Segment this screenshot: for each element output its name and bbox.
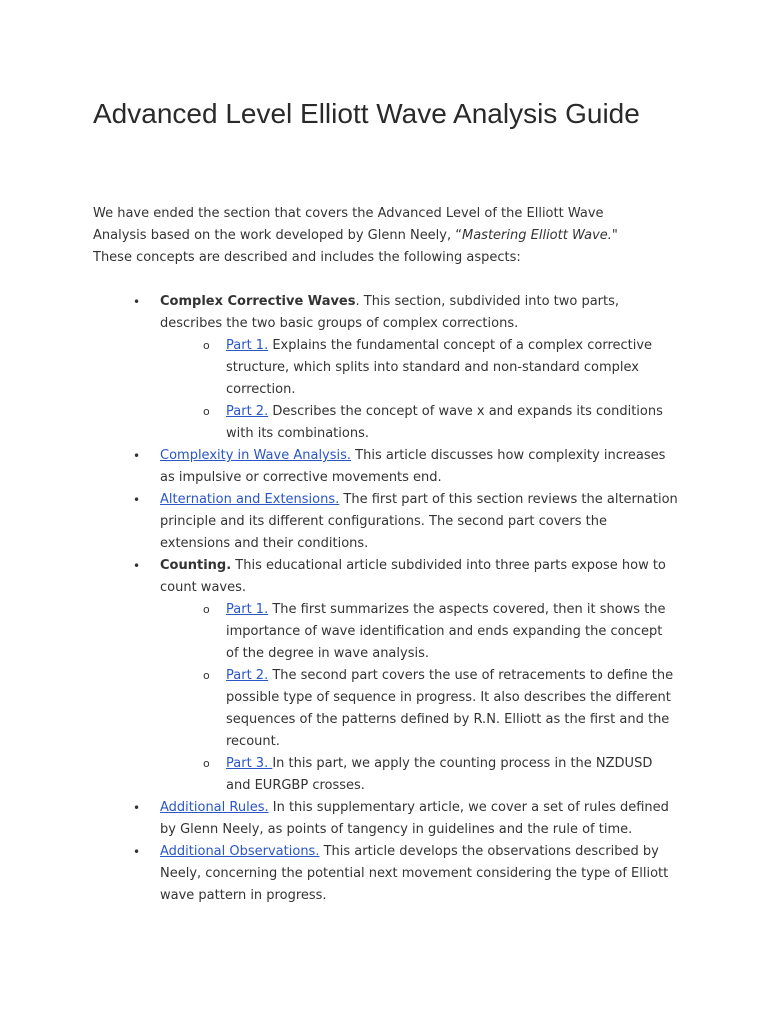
subtopic-list-item xyxy=(160,599,674,665)
bullet-icon: • xyxy=(133,493,141,507)
circle-bullet-icon: o xyxy=(203,757,210,770)
bullet-icon: • xyxy=(133,295,141,309)
subtopic-description: In this part, we apply the counting process in the NZDUSD and EURGBP crosses. xyxy=(226,756,653,793)
topic-link[interactable]: Complexity in Wave Analysis. xyxy=(160,448,352,463)
topic-link[interactable]: Additional Rules. xyxy=(160,800,269,815)
topic-list-item xyxy=(93,445,680,489)
part-link[interactable]: Part 1. xyxy=(226,338,269,353)
topic-list-item xyxy=(93,555,680,797)
subtopic-description: Explains the fundamental concept of a complex corrective structure, which splits into standard and non-standard complex correction. xyxy=(226,338,653,397)
circle-bullet-icon: o xyxy=(203,339,210,352)
intro-text: We have ended the section that covers the Advanced Level of the Elliott Wave Analysis based on the work developed by Glenn Neely, “ xyxy=(93,206,604,243)
topic-description: This educational article subdivided into three parts expose how to count waves. xyxy=(160,558,666,595)
bullet-icon: • xyxy=(133,449,141,463)
part-link[interactable]: Part 2. xyxy=(226,404,269,419)
book-title: Mastering Elliott Wave. xyxy=(462,228,612,243)
subtopic-list xyxy=(160,599,680,797)
page-title: Advanced Level Elliott Wave Analysis Guide xyxy=(93,98,640,129)
intro-text-end: " These concepts are described and includes the following aspects: xyxy=(93,228,618,265)
topic-list-item xyxy=(93,489,680,555)
topic-heading: Complex Corrective Waves xyxy=(160,294,356,309)
subtopic-description: Describes the concept of wave x and expands its conditions with its combinations. xyxy=(226,404,663,441)
topic-list-item xyxy=(93,797,680,841)
circle-bullet-icon: o xyxy=(203,405,210,418)
topic-description: The first part of this section reviews the alternation principle and its different configurations. The second part covers the extensions and their conditions. xyxy=(160,492,678,551)
subtopic-description: The first summarizes the aspects covered, then it shows the importance of wave identification and ends expanding the concept of the degree in wave analysis. xyxy=(226,602,666,661)
subtopic-list-item xyxy=(160,401,674,445)
subtopic-list xyxy=(160,335,680,445)
topic-description: In this supplementary article, we cover a set of rules defined by Glenn Neely, as points of tangency in guidelines and the rule of time. xyxy=(160,800,669,837)
topic-list-item xyxy=(93,841,680,907)
topic-description: This article develops the observations described by Neely, concerning the potential next movement considering the type of Elliott wave pattern in progress. xyxy=(160,844,669,903)
intro-paragraph xyxy=(93,203,653,269)
topic-list-item xyxy=(93,291,680,445)
topic-list xyxy=(93,291,693,907)
bullet-icon: • xyxy=(133,801,141,815)
subtopic-list-item xyxy=(160,665,674,753)
topic-description: This article discusses how complexity increases as impulsive or corrective movements end. xyxy=(160,448,666,485)
part-link[interactable]: Part 1. xyxy=(226,602,269,617)
bullet-icon: • xyxy=(133,845,141,859)
bullet-icon: • xyxy=(133,559,141,573)
circle-bullet-icon: o xyxy=(203,669,210,682)
subtopic-description: The second part covers the use of retracements to define the possible type of sequence in progress. It also describes the different sequences of the patterns defined by R.N. Elliott as the first and the recount. xyxy=(226,668,674,749)
topic-link[interactable]: Alternation and Extensions. xyxy=(160,492,340,507)
subtopic-list-item xyxy=(160,335,674,401)
topic-heading: Counting. xyxy=(160,558,232,573)
subtopic-list-item xyxy=(160,753,674,797)
circle-bullet-icon: o xyxy=(203,603,210,616)
topic-description: . This section, subdivided into two parts, describes the two basic groups of complex corrections. xyxy=(160,294,620,331)
part-link[interactable]: Part 2. xyxy=(226,668,269,683)
part-link[interactable]: Part 3. xyxy=(226,756,273,771)
topic-link[interactable]: Additional Observations. xyxy=(160,844,320,859)
